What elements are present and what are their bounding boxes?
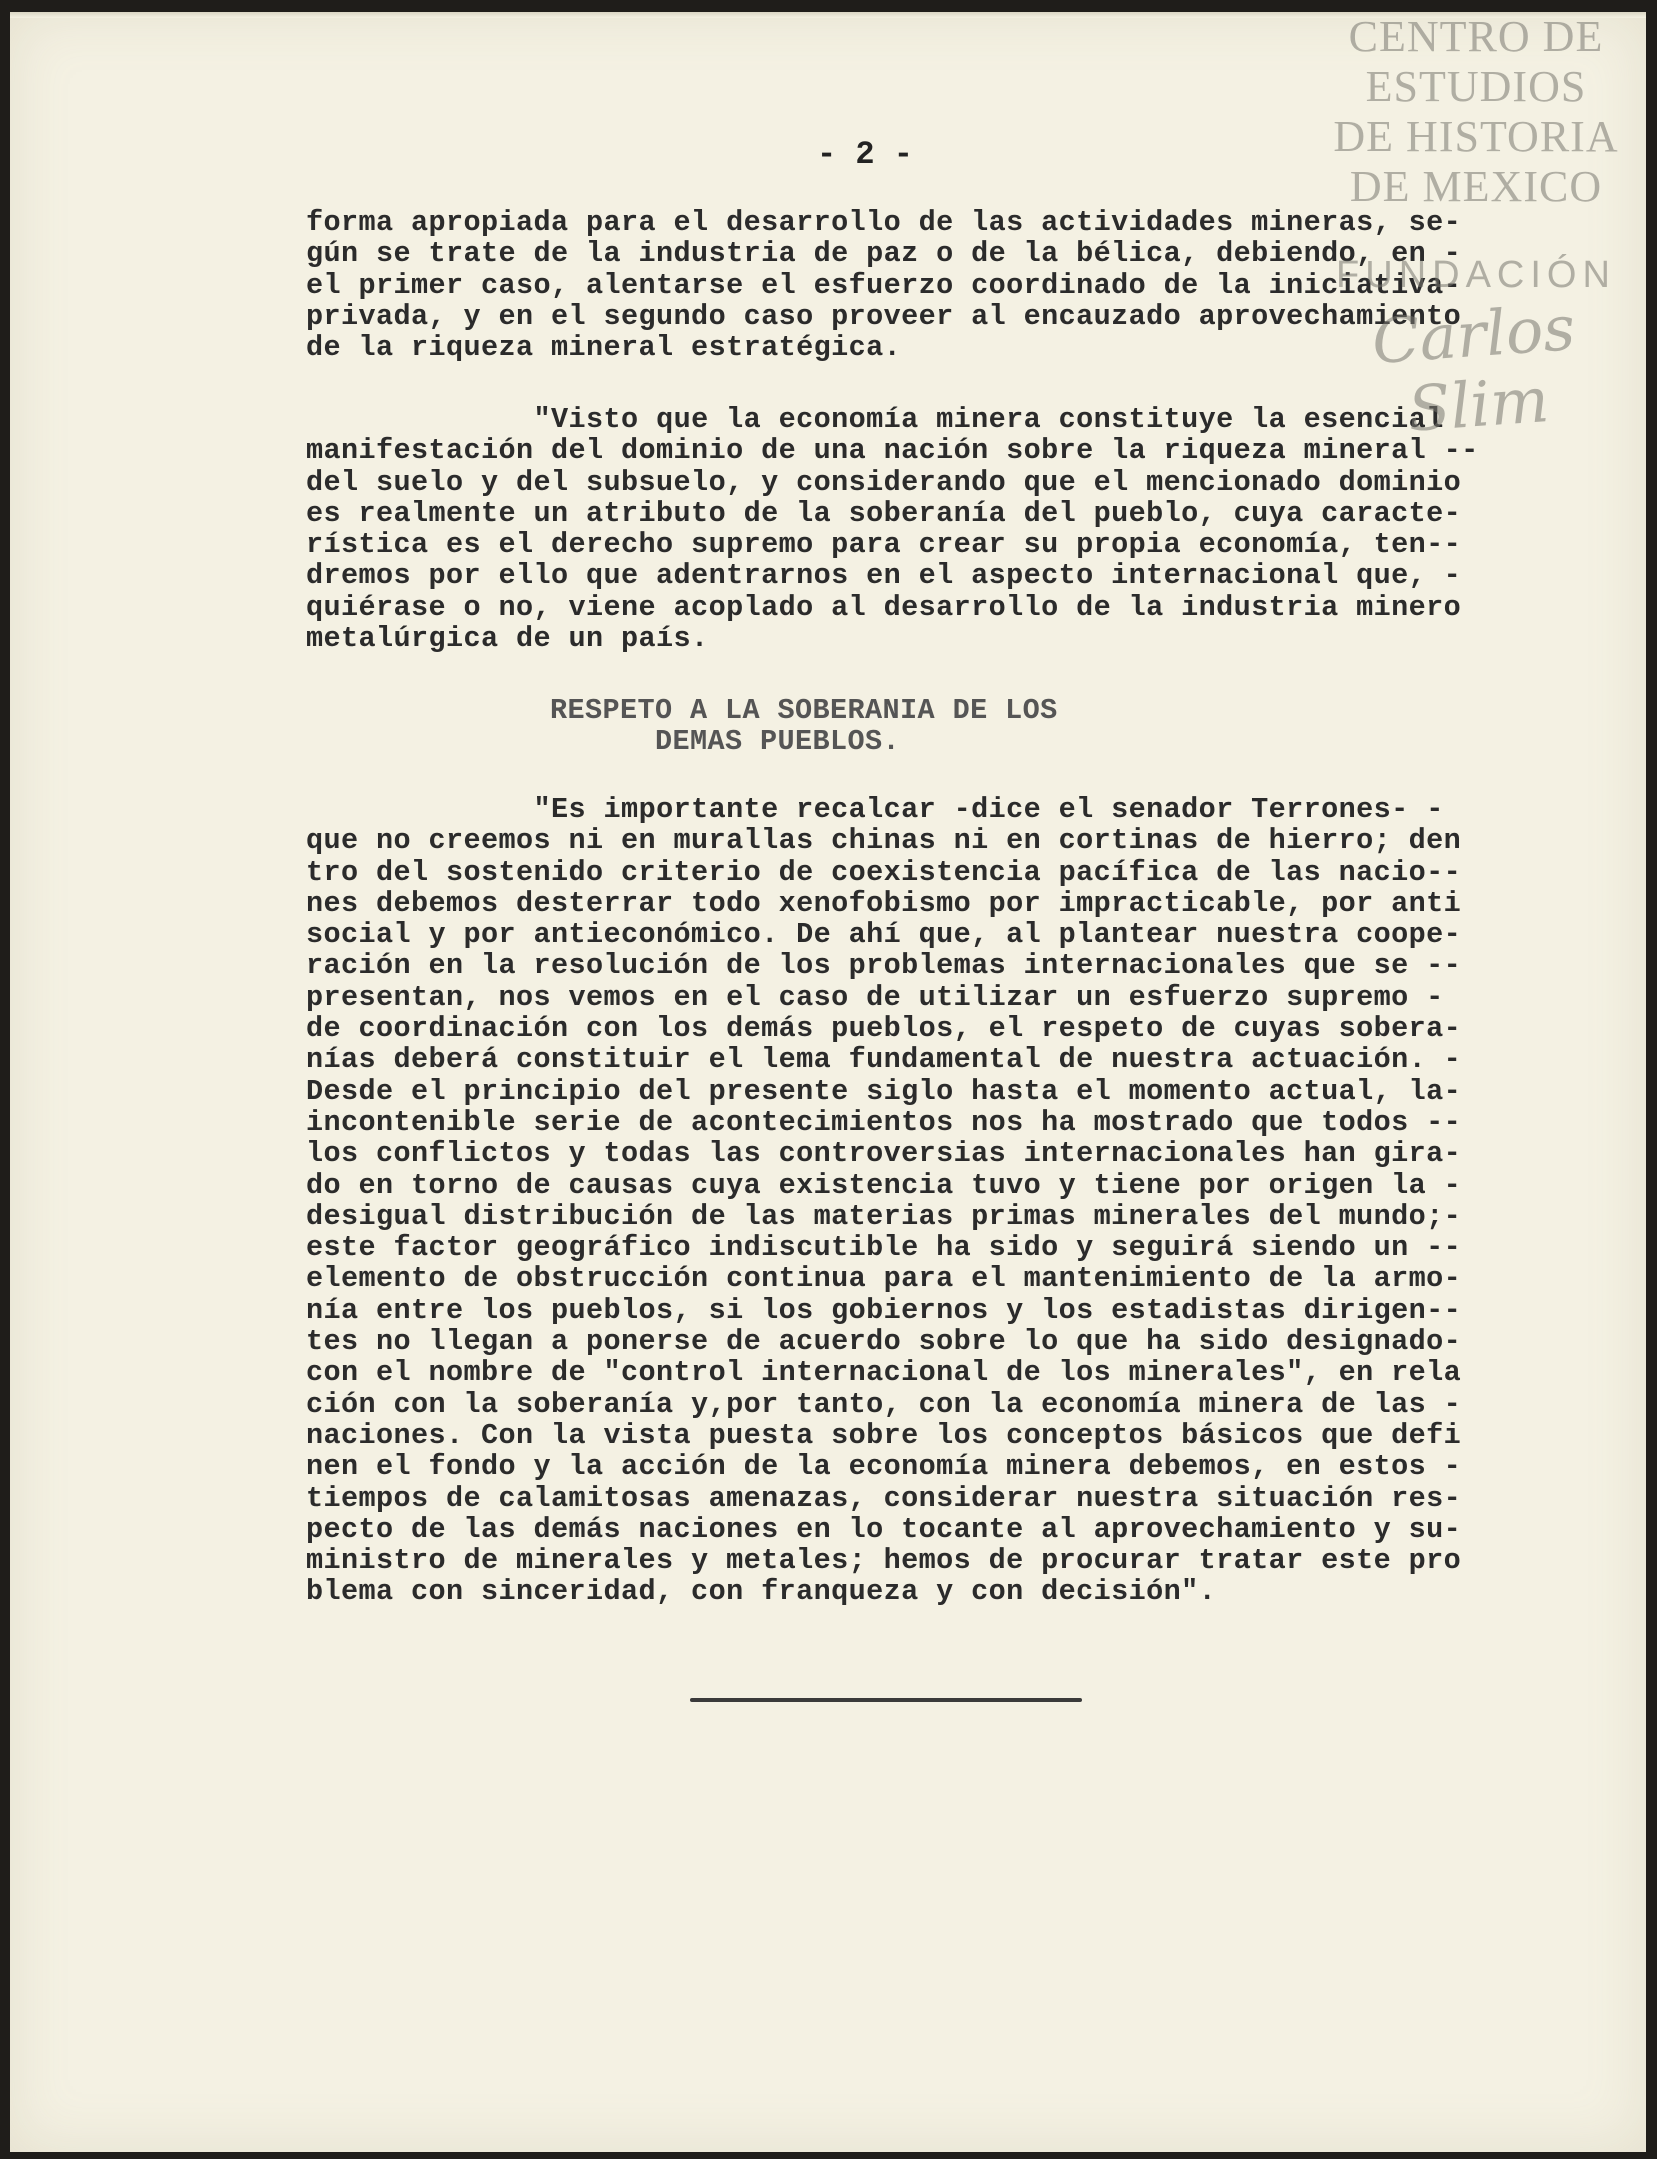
page-number: - 2 - (816, 136, 913, 173)
paragraph-3: "Es importante recalcar -dice el senador Terrones- - que no creemos ni en murallas chinas ni en cortinas de hierro; den tro del sostenido criterio de coexistencia pacífica de las nacio-- nes debemos desterrar todo xenofobismo por impracticable, por anti social y por antieconómico. De ahí que, al plantear nuestra coope- ración en la resolución de los problemas internacionales que se -- presentan, nos vemos en el caso de utilizar un esfuerzo supremo - de coordinación con los demás pueblos, el respeto de cuyas sobera- nías deberá constituir el lema fundamental de nuestra actuación. - Desde el principio del presente siglo hasta el momento actual, la- incontenible serie de acontecimientos nos ha mostrado que todos -- los conflictos y todas las controversias internacionales han gira- do en torno de causas cuya existencia tuvo y tiene por origen la - desigual distribución de las materias primas minerales del mundo;- este factor geográfico indiscutible ha sido y seguirá siendo un -- elemento de obstrucción continua para el mantenimiento de la armo- nía entre los pueblos, si los gobiernos y los estadistas dirigen-- tes no llegan a ponerse de acuerdo sobre lo que ha sido designado- con el nombre de "control internacional de los minerales", en rela ción con la soberanía y,por tanto, con la economía minera de las - naciones. Con la vista puesta sobre los conceptos básicos que defi nen el fondo y la acción de la economía minera debemos, en estos - tiempos de calamitosas amenazas, considerar nuestra situación res- pecto de las demás naciones en lo tocante al aprovechamiento y su- ministro de minerales y metales; hemos de procurar tratar este pro blema con sinceridad, con franqueza y con decisión". (306, 793, 1462, 1609)
paragraph-1: forma apropiada para el desarrollo de las actividades mineras, se- gún se trate de la industria de paz o de la bélica, debiendo, en - el primer caso, alentarse el esfuerzo coordinado de la iniciativa- privada, y en el segundo caso proveer al encauzado aprovechamiento de la riqueza mineral estratégica. (306, 206, 1462, 365)
watermark-foundation: FUNDACIÓN (1336, 254, 1616, 296)
document-page (10, 12, 1646, 2152)
section-heading: RESPETO A LA SOBERANIA DE LOS DEMAS PUEBLOS. (550, 694, 1058, 759)
paragraph-2: "Visto que la economía minera constituye la esencial manifestación del dominio de una nación sobre la riqueza mineral -- del suelo y del subsuelo, y considerando que el mencionado dominio es realmente un atributo de la soberanía del pueblo, cuya caracte- rística es el derecho supremo para crear su propia economía, ten-- dremos por ello que adentrarnos en el aspecto internacional que, - quiérase o no, viene acoplado al desarrollo de la industria minero metalúrgica de un país. (306, 403, 1479, 656)
watermark-line-4: DE MEXICO (1349, 162, 1603, 211)
watermark-signature: Carlos Slim (1369, 291, 1578, 446)
watermark-line-2: ESTUDIOS (1365, 62, 1587, 111)
archive-watermark (1316, 12, 1636, 446)
closing-rule (690, 1698, 1082, 1702)
watermark-line-1: CENTRO DE (1348, 12, 1604, 61)
watermark-line-3: DE HISTORIA (1333, 112, 1619, 161)
